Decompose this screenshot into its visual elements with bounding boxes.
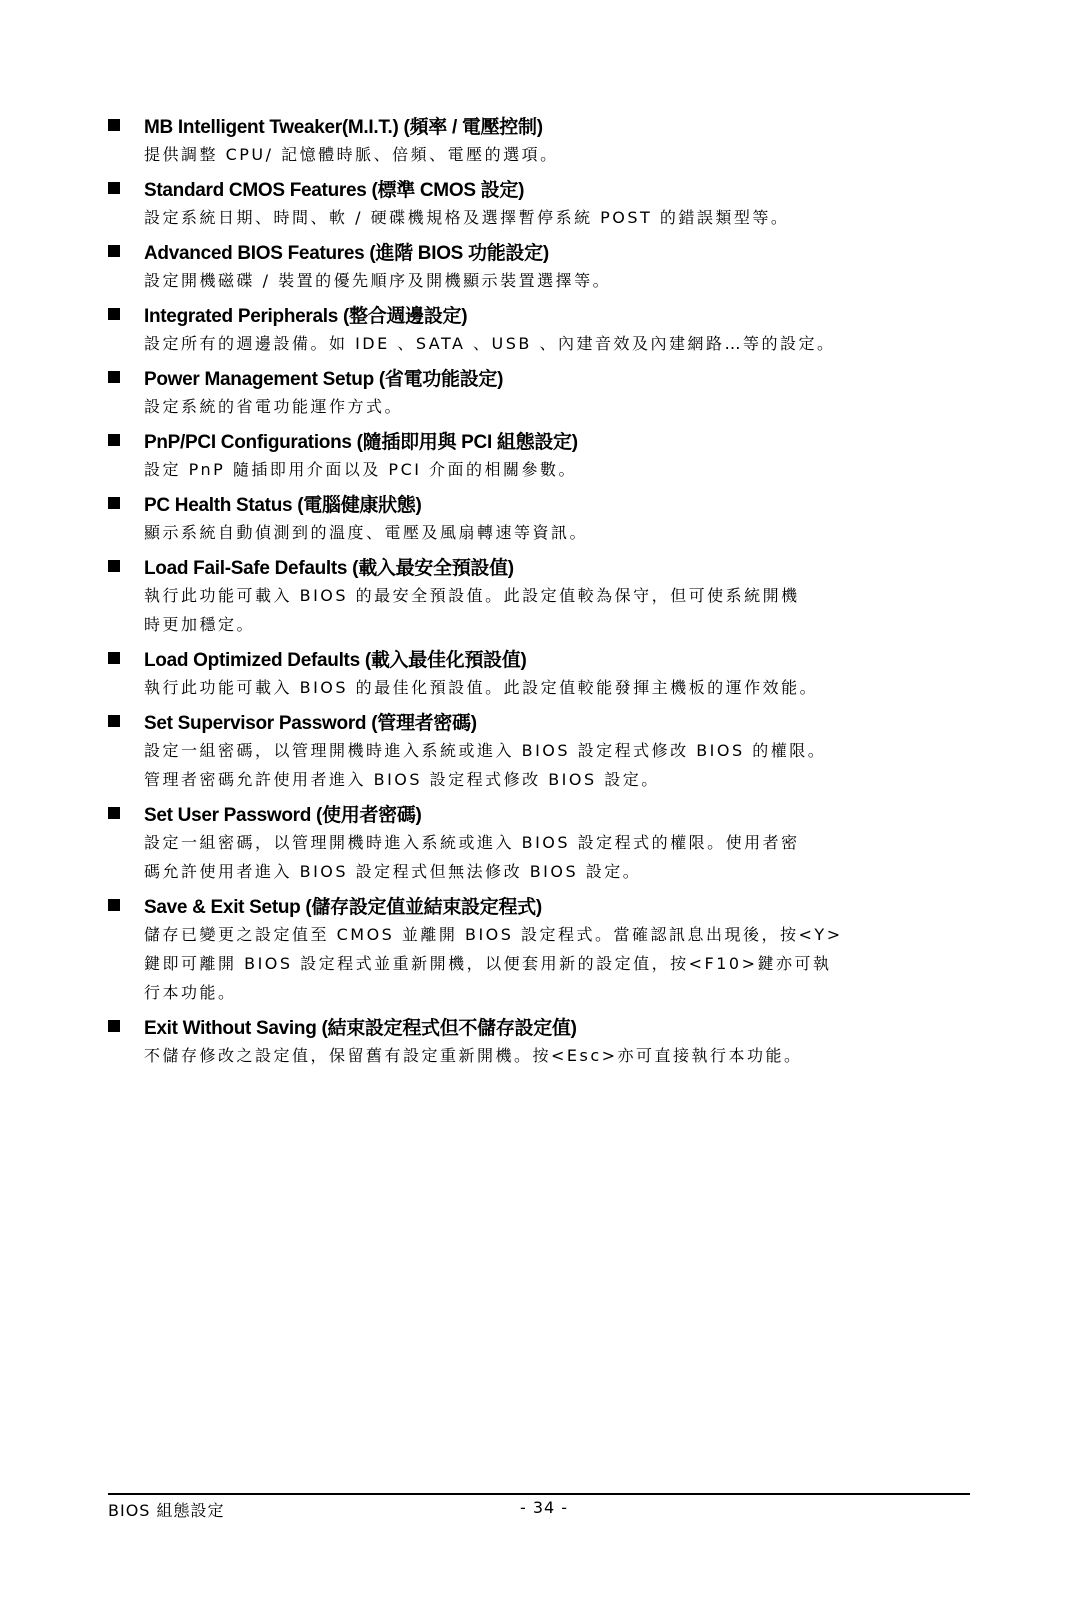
description-line: 設定一組密碼，以管理開機時進入系統或進入 BIOS 設定程式的權限。使用者密 (144, 833, 800, 852)
list-item-fail-safe-defaults (108, 551, 968, 639)
description-line: 設定系統日期、時間、軟 / 硬碟機規格及選擇暫停系統 POST 的錯誤類型等。 (144, 208, 790, 227)
menu-description-list (108, 110, 968, 1074)
item-heading (108, 551, 968, 581)
item-title: Exit Without Saving (結束設定程式但不儲存設定值) (144, 1017, 577, 1039)
square-bullet-icon (108, 807, 120, 819)
list-item-pc-health (108, 488, 968, 547)
item-heading (108, 362, 968, 392)
description-line: 顯示系統自動偵測到的溫度、電壓及風扇轉速等資訊。 (144, 523, 589, 542)
description-line: 行本功能。 (144, 983, 237, 1002)
square-bullet-icon (108, 1020, 120, 1032)
list-item-optimized-defaults (108, 643, 968, 702)
item-heading (108, 798, 968, 828)
list-item-integrated-peripherals (108, 299, 968, 358)
item-heading (108, 173, 968, 203)
item-heading (108, 110, 968, 140)
item-heading (108, 299, 968, 329)
list-item-advanced-bios (108, 236, 968, 295)
description-line: 碼允許使用者進入 BIOS 設定程式但無法修改 BIOS 設定。 (144, 862, 642, 881)
square-bullet-icon (108, 715, 120, 727)
item-title: Power Management Setup (省電功能設定) (144, 368, 504, 390)
item-title: Set User Password (使用者密碼) (144, 804, 422, 826)
item-description (144, 455, 968, 484)
footer-divider (108, 1493, 970, 1495)
square-bullet-icon (108, 434, 120, 446)
description-line: 設定 PnP 隨插即用介面以及 PCI 介面的相關參數。 (144, 460, 578, 479)
description-line: 不儲存修改之設定值，保留舊有設定重新開機。按<Esc>亦可直接執行本功能。 (144, 1046, 803, 1065)
description-line: 執行此功能可載入 BIOS 的最佳化預設值。此設定值較能發揮主機板的運作效能。 (144, 678, 819, 697)
list-item-user-password (108, 798, 968, 886)
square-bullet-icon (108, 182, 120, 194)
description-line: 提供調整 CPU/ 記憶體時脈、倍頻、電壓的選項。 (144, 145, 559, 164)
list-item-standard-cmos (108, 173, 968, 232)
item-description (144, 920, 968, 1007)
square-bullet-icon (108, 119, 120, 131)
item-heading (108, 236, 968, 266)
description-line: 鍵即可離開 BIOS 設定程式並重新開機，以便套用新的設定值，按<F10>鍵亦可執 (144, 954, 832, 973)
item-heading (108, 488, 968, 518)
description-line: 執行此功能可載入 BIOS 的最安全預設值。此設定值較為保守，但可使系統開機 (144, 586, 800, 605)
list-item-power-management (108, 362, 968, 421)
square-bullet-icon (108, 497, 120, 509)
square-bullet-icon (108, 652, 120, 664)
square-bullet-icon (108, 308, 120, 320)
description-line: 設定一組密碼，以管理開機時進入系統或進入 BIOS 設定程式修改 BIOS 的權限。 (144, 741, 827, 760)
description-line: 時更加穩定。 (144, 615, 256, 634)
square-bullet-icon (108, 560, 120, 572)
item-description (144, 203, 968, 232)
item-description (144, 518, 968, 547)
item-description (144, 140, 968, 169)
footer-section-title: BIOS 組態設定 (108, 1501, 225, 1520)
item-description (144, 1041, 968, 1070)
description-line: 管理者密碼允許使用者進入 BIOS 設定程式修改 BIOS 設定。 (144, 770, 660, 789)
description-line: 設定開機磁碟 / 裝置的優先順序及開機顯示裝置選擇等。 (144, 271, 612, 290)
description-line: 設定所有的週邊設備。如 IDE 、SATA 、USB 、內建音效及內建網路…等的設定。 (144, 334, 836, 353)
item-heading (108, 890, 968, 920)
item-description (144, 828, 968, 886)
square-bullet-icon (108, 899, 120, 911)
item-heading (108, 643, 968, 673)
item-title: PC Health Status (電腦健康狀態) (144, 494, 422, 516)
item-title: Standard CMOS Features (標準 CMOS 設定) (144, 179, 525, 201)
list-item-save-exit (108, 890, 968, 1007)
square-bullet-icon (108, 371, 120, 383)
list-item-supervisor-password (108, 706, 968, 794)
item-description (144, 392, 968, 421)
item-description (144, 266, 968, 295)
item-description (144, 736, 968, 794)
item-title: Load Optimized Defaults (載入最佳化預設值) (144, 649, 527, 671)
page-number: - 34 - (520, 1498, 569, 1517)
item-heading (108, 706, 968, 736)
item-description (144, 581, 968, 639)
description-line: 設定系統的省電功能運作方式。 (144, 397, 404, 416)
list-item-exit-without-saving (108, 1011, 968, 1070)
item-heading (108, 425, 968, 455)
item-title: Set Supervisor Password (管理者密碼) (144, 712, 477, 734)
item-title: PnP/PCI Configurations (隨插即用與 PCI 組態設定) (144, 431, 578, 453)
item-description (144, 329, 968, 358)
description-line: 儲存已變更之設定值至 CMOS 並離開 BIOS 設定程式。當確認訊息出現後，按<Y> (144, 925, 843, 944)
item-title: Integrated Peripherals (整合週邊設定) (144, 305, 468, 327)
item-title: Load Fail-Safe Defaults (載入最安全預設值) (144, 557, 514, 579)
item-heading (108, 1011, 968, 1041)
item-title: Save & Exit Setup (儲存設定值並結束設定程式) (144, 896, 542, 918)
square-bullet-icon (108, 245, 120, 257)
list-item-pnp-pci (108, 425, 968, 484)
item-description (144, 673, 968, 702)
item-title: Advanced BIOS Features (進階 BIOS 功能設定) (144, 242, 549, 264)
item-title: MB Intelligent Tweaker(M.I.T.) (頻率 / 電壓控制) (144, 116, 543, 138)
list-item-mit (108, 110, 968, 169)
